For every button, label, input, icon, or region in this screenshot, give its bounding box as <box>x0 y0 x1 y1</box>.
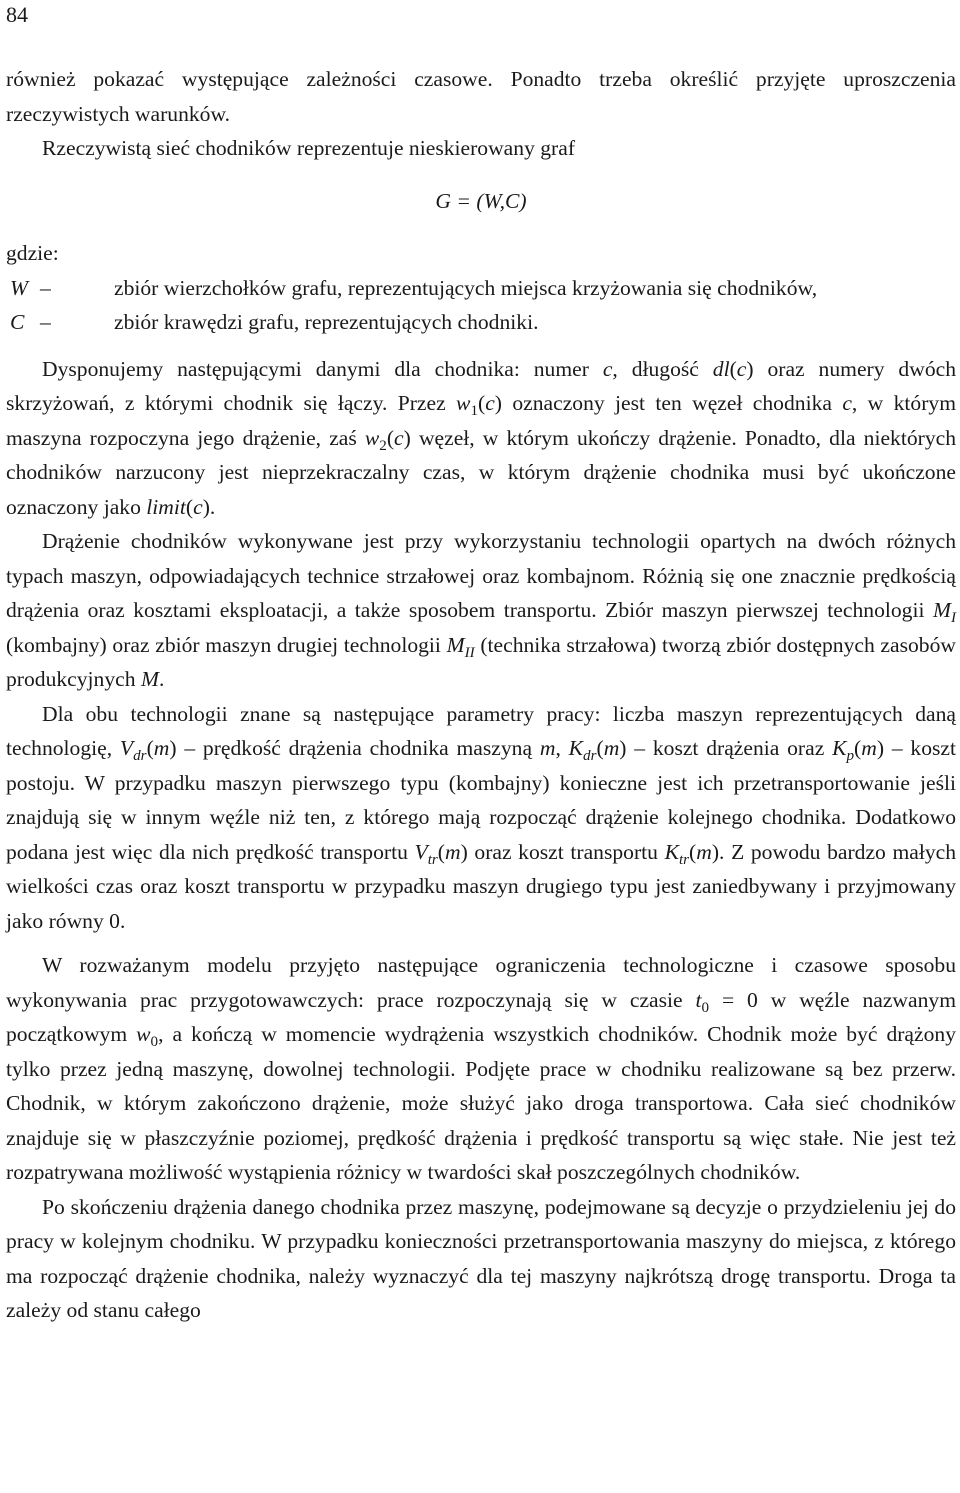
paragraph-data: Dysponujemy następującymi danymi dla chodnika: numer c, długość dl(c) oraz numery dwóch skrzyżowań, z którymi chodnik się łączy. Przez $w_1(c)$ oznaczony jest ten węzeł chodnika c, w którym maszyna rozpoczyna jego drążenie, zaś $w_2(c)$ węzeł, w którym ukończy drążenie. Ponadto, dla niektórych chodników narzucony jest nieprzekraczalny czas, w którym drążenie chodnika musi być ukończone oznaczony jako limit(c). <box>6 356 956 519</box>
definition-text: zbiór krawędzi grafu, reprezentujących chodniki. <box>114 310 539 334</box>
formula-graph <box>6 184 956 219</box>
paragraph-technologies: Drążenie chodników wykonywane jest przy wykorzystaniu technologii opartych na dwóch różnych typach maszyn, odpowiadających technice strzałowej oraz kombajnom. Różnią się one znacznie prędkością drążenia oraz kosztami eksploatacji, a także sposobem transportu. Zbiór maszyn pierwszej technologii $M_I$ (kombajny) oraz zbiór maszyn drugiej technologii $M_{II}$ (technika strzałowa) tworzą zbiór dostępnych zasobów produkcyjnych M. <box>6 529 956 691</box>
page-content <box>6 62 956 1328</box>
definition-dash: – <box>40 310 51 334</box>
definition-symbol: W <box>10 275 28 300</box>
paragraph-graph: Rzeczywistą sieć chodników reprezentuje nieskierowany graf <box>42 136 576 160</box>
definition-c <box>6 305 956 340</box>
definition-text: zbiór wierzchołków grafu, reprezentujących miejsca krzyżowania się chodników, <box>114 275 818 300</box>
definition-w <box>6 271 956 306</box>
paragraph-parameters: Dla obu technologii znane są następujące parametry pracy: liczba maszyn reprezentujących daną technologię, $V_{dr}(m)$ – prędkość drążenia chodnika maszyną m, $K_{dr}(m)$ – koszt drążenia oraz $K_p(m)$ – koszt postoju. W przypadku maszyn pierwszego typu (kombajny) konieczne jest ich przetransportowanie jeśli znajdują się w innym węźle niż ten, z którego mają rozpocząć drążenie kolejnego chodnika. Dodatkowo podana jest więc dla nich prędkość transportu $V_{tr}(m)$ oraz koszt transportu $K_{tr}(m)$. Z powodu bardzo małych wielkości czas oraz koszt transportu w przypadku maszyn drugiego typu jest zaniedbywany i przyjmowany jako równy 0. <box>6 701 956 933</box>
paragraph-decisions: Po skończeniu drążenia danego chodnika przez maszynę, podejmowane są decyzje o przydzieleniu jej do pracy w kolejnym chodniku. W przypadku konieczności przetransportowania maszyny do miejsca, z którego ma rozpocząć drążenie chodnika, należy wyznaczyć dla tej maszyny najkrótszą drogę transportu. Droga ta zależy od stanu całego <box>6 1194 956 1322</box>
paragraph-intro: również pokazać występujące zależności czasowe. Ponadto trzeba określić przyjęte uproszczenia rzeczywistych warunków. <box>6 67 956 126</box>
definition-dash: – <box>40 275 51 300</box>
page-number: 84 <box>6 2 28 27</box>
where-label: gdzie: <box>6 241 59 265</box>
definition-symbol: C <box>10 310 25 334</box>
paragraph-constraints: W rozważanym modelu przyjęto następujące ograniczenia technologiczne i czasowe sposobu wykonywania prac przygotowawczych: prace rozpoczynają się w czasie $t_0 = 0$ w węźle nazwanym początkowym $w_0$, a kończą w momencie wydrążenia wszystkich chodników. Chodnik może być drążony tylko przez jedną maszynę, dowolnej technologii. Podjęte prace w chodniku realizowane są bez przerw. Chodnik, w którym zakończono drążenie, może służyć jako droga transportowa. Cała sieć chodników znajduje się w płaszczyźnie poziomej, prędkość drążenia i prędkość transportu są więc stałe. Nie jest też rozpatrywana możliwość wystąpienia różnicy w twardości skał poszczególnych chodników. <box>6 953 956 1184</box>
formula-text: G = (W,C) <box>435 188 527 213</box>
